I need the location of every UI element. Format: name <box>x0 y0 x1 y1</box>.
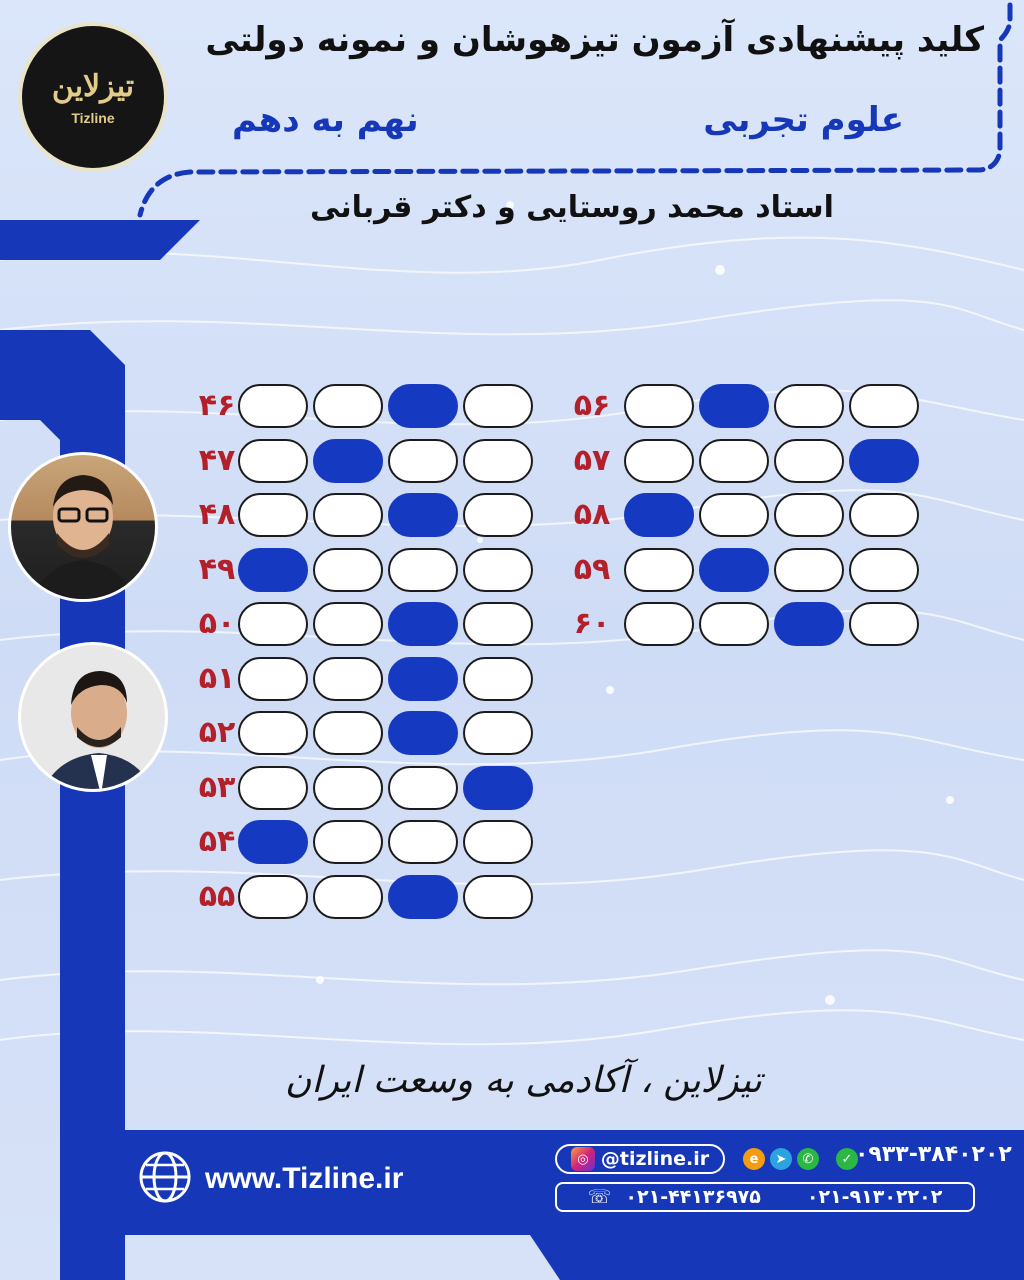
answer-option-selected <box>313 439 383 483</box>
phone-pill <box>555 1182 975 1212</box>
phone-number-1: ۰۲۱-۴۴۱۳۶۹۷۵ <box>625 1186 761 1208</box>
verified-icon: ✓ <box>836 1148 858 1170</box>
answer-option-selected <box>388 493 458 537</box>
answer-option <box>238 493 308 537</box>
question-number: ۵۹ <box>573 551 611 587</box>
answer-option-selected <box>238 820 308 864</box>
answer-option-selected <box>238 548 308 592</box>
answer-option <box>849 602 919 646</box>
answer-option <box>463 820 533 864</box>
answer-option <box>463 875 533 919</box>
question-number: ۵۸ <box>573 497 611 532</box>
teacher-avatar-1 <box>8 452 158 602</box>
answer-option <box>699 439 769 483</box>
logo-brand: Tizline <box>71 109 115 126</box>
answer-option <box>238 439 308 483</box>
answer-option <box>699 602 769 646</box>
answer-option-selected <box>463 766 533 810</box>
bottom-band <box>530 1235 1024 1280</box>
answer-option <box>849 493 919 537</box>
answer-option <box>774 439 844 483</box>
answer-option <box>774 384 844 428</box>
whatsapp-icon[interactable]: ✆ <box>797 1148 819 1170</box>
social-handle-pill[interactable] <box>555 1144 725 1174</box>
answer-option <box>699 493 769 537</box>
question-number: ۵۷ <box>573 442 611 478</box>
website-link[interactable]: www.Tizline.ir <box>205 1162 404 1195</box>
answer-option <box>849 548 919 592</box>
answer-option <box>463 548 533 592</box>
answer-option <box>624 384 694 428</box>
question-number: ۵۶ <box>573 388 611 423</box>
answer-option <box>388 548 458 592</box>
answer-option-selected <box>388 384 458 428</box>
answer-option-selected <box>388 875 458 919</box>
answer-option <box>238 766 308 810</box>
answer-option <box>238 657 308 701</box>
question-number: ۵۱ <box>198 660 236 696</box>
question-number: ۵۵ <box>198 878 236 914</box>
social-handle-text: @tizline.ir <box>600 1148 710 1170</box>
answer-option <box>238 602 308 646</box>
answer-option <box>624 602 694 646</box>
answer-option-selected <box>699 384 769 428</box>
grade-label: نهم به دهم <box>232 100 419 140</box>
answer-option <box>313 384 383 428</box>
answer-option <box>313 493 383 537</box>
question-number: ۵۲ <box>198 715 236 750</box>
answer-option <box>388 820 458 864</box>
globe-icon <box>138 1150 192 1204</box>
phone-icon: ☏ <box>587 1186 612 1208</box>
answer-option <box>313 548 383 592</box>
question-number: ۵۳ <box>198 769 236 805</box>
tizline-logo <box>18 22 168 172</box>
page-title: کلید پیشنهادی آزمون تیزهوشان و نمونه دولتی <box>205 20 984 60</box>
answer-option <box>313 711 383 755</box>
answer-option <box>849 384 919 428</box>
phone-number-2: ۰۲۱-۹۱۳۰۲۲۰۲ <box>806 1186 943 1208</box>
answer-option <box>313 766 383 810</box>
question-number: ۴۸ <box>198 497 236 532</box>
question-number: ۴۶ <box>198 388 236 423</box>
question-number: ۴۹ <box>198 551 236 587</box>
eitaa-icon[interactable]: e <box>743 1148 765 1170</box>
answer-option <box>774 493 844 537</box>
footer-slogan: تیزلاین ، آکادمی به وسعت ایران <box>285 1060 762 1101</box>
answer-option <box>463 439 533 483</box>
answer-option <box>463 657 533 701</box>
answer-option-selected <box>388 602 458 646</box>
answer-option-selected <box>774 602 844 646</box>
subject-label: علوم تجربی <box>703 100 904 140</box>
answer-option <box>238 875 308 919</box>
answer-option-selected <box>849 439 919 483</box>
answer-option <box>388 766 458 810</box>
answer-option-selected <box>388 711 458 755</box>
instagram-icon: ◎ <box>571 1147 595 1171</box>
answer-option <box>624 439 694 483</box>
answer-option-selected <box>699 548 769 592</box>
teacher-avatar-2 <box>18 642 168 792</box>
answer-option <box>313 875 383 919</box>
answer-option <box>463 602 533 646</box>
answer-option <box>463 711 533 755</box>
answer-option <box>388 439 458 483</box>
answer-option <box>463 384 533 428</box>
telegram-icon[interactable]: ➤ <box>770 1148 792 1170</box>
question-number: ۴۷ <box>198 442 236 478</box>
answer-option-selected <box>388 657 458 701</box>
question-number: ۶۰ <box>573 606 611 641</box>
teachers-label: استاد محمد روستایی و دکتر قربانی <box>310 190 834 225</box>
answer-option-selected <box>624 493 694 537</box>
answer-option <box>774 548 844 592</box>
answer-option <box>313 602 383 646</box>
answer-option <box>313 657 383 701</box>
logo-wordmark: تیزلاین <box>51 68 135 104</box>
answer-option <box>238 384 308 428</box>
question-number: ۵۴ <box>198 824 236 859</box>
answer-option <box>313 820 383 864</box>
answer-option <box>238 711 308 755</box>
mobile-number: ۰۹۳۳-۳۸۴۰۲۰۲ <box>855 1142 1012 1167</box>
question-number: ۵۰ <box>198 606 236 641</box>
answer-option <box>624 548 694 592</box>
answer-option <box>463 493 533 537</box>
